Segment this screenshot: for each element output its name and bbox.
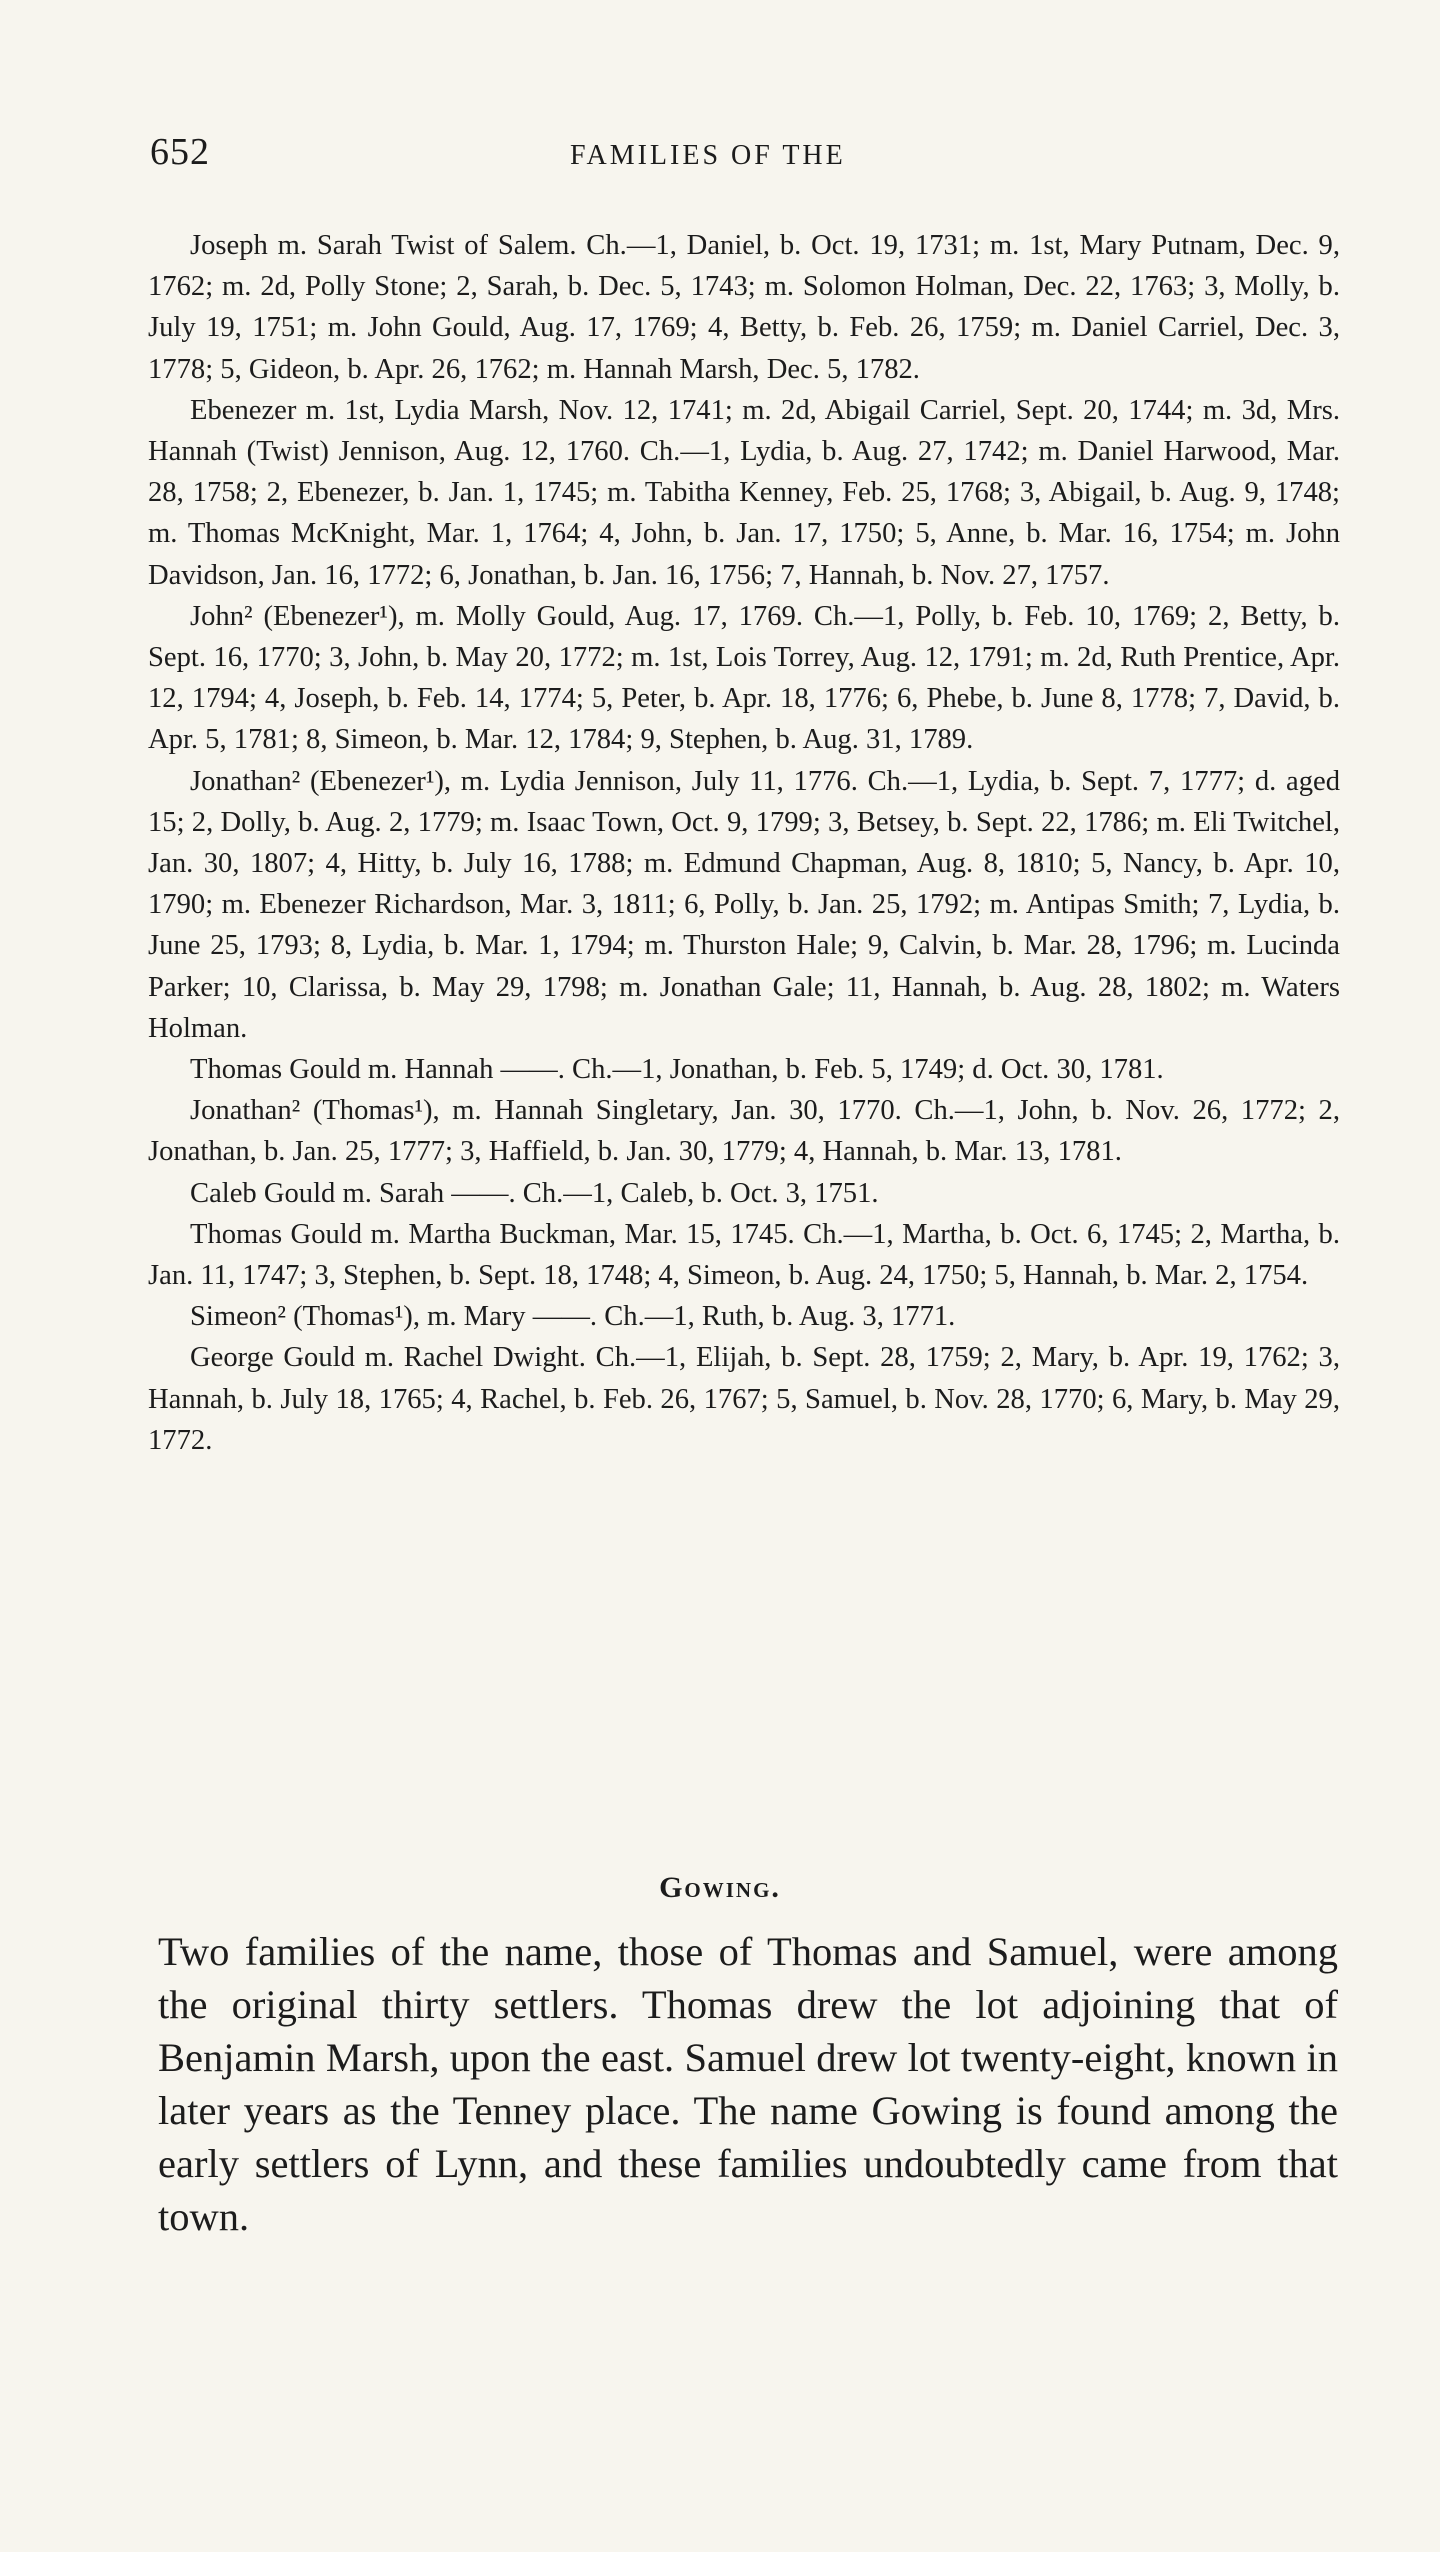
family-entry-simeon: Simeon² (Thomas¹), m. Mary ——. Ch.—1, Ruth, b. Aug. 3, 1771.: [190, 1301, 956, 1333]
family-entry-george-gould: George Gould m. Rachel Dwight. Ch.—1, Elijah, b. Sept. 28, 1759; 2, Mary, b. Apr. 19, 1762; 3, Hannah, b. July 18, 1765; 4, Rachel, b. Feb. 26, 1767; 5, Samuel, b. Nov. 28, 1770; 6, Mary, b. May 29, 1772.: [148, 1342, 1340, 1456]
running-head: FAMILIES OF THE: [570, 140, 846, 171]
page-number: 652: [150, 131, 210, 173]
page-header: [150, 130, 1335, 180]
family-entry-caleb-gould: Caleb Gould m. Sarah ——. Ch.—1, Caleb, b. Oct. 3, 1751.: [190, 1177, 879, 1209]
family-entry-joseph: Joseph m. Sarah Twist of Salem. Ch.—1, Daniel, b. Oct. 19, 1731; m. 1st, Mary Putnam, Dec. 9, 1762; m. 2d, Polly Stone; 2, Sarah, b. Dec. 5, 1743; m. Solomon Holman, Dec. 22, 1763; 3, Molly, b. July 19, 1751; m. John Gould, Aug. 17, 1769; 4, Betty, b. Feb. 26, 1759; m. Daniel Carriel, Dec. 3, 1778; 5, Gideon, b. Apr. 26, 1762; m. Hannah Marsh, Dec. 5, 1782.: [148, 230, 1340, 385]
section-body: Two families of the name, those of Thomas and Samuel, were among the original thirty settlers. Thomas drew the lot adjoining that of Benjamin Marsh, upon the east. Samuel drew lot twenty-eight, known in later years as the Tenney place. The name Gowing is found among the early settlers of Lynn, and these families undoubtedly came from that town.: [158, 1929, 1338, 2239]
family-entry-ebenezer: Ebenezer m. 1st, Lydia Marsh, Nov. 12, 1741; m. 2d, Abigail Carriel, Sept. 20, 1744; m. 3d, Mrs. Hannah (Twist) Jennison, Aug. 12, 1760. Ch.—1, Lydia, b. Aug. 27, 1742; m. Daniel Harwood, Mar. 28, 1758; 2, Ebenezer, b. Jan. 1, 1745; m. Tabitha Kenney, Feb. 25, 1768; 3, Abigail, b. Aug. 9, 1748; m. Thomas McKnight, Mar. 1, 1764; 4, John, b. Jan. 17, 1750; 5, Anne, b. Mar. 16, 1754; m. John Davidson, Jan. 16, 1772; 6, Jonathan, b. Jan. 16, 1756; 7, Hannah, b. Nov. 27, 1757.: [148, 394, 1340, 591]
family-entry-jonathan-ebenezer: Jonathan² (Ebenezer¹), m. Lydia Jennison, July 11, 1776. Ch.—1, Lydia, b. Sept. 7, 1777; d. aged 15; 2, Dolly, b. Aug. 2, 1779; m. Isaac Town, Oct. 9, 1799; 3, Betsey, b. Sept. 22, 1786; m. Eli Twitchel, Jan. 30, 1807; 4, Hitty, b. July 16, 1788; m. Edmund Chapman, Aug. 8, 1810; 5, Nancy, b. Apr. 10, 1790; m. Ebenezer Richardson, Mar. 3, 1811; 6, Polly, b. Jan. 25, 1792; m. Antipas Smith; 7, Lydia, b. June 25, 1793; 8, Lydia, b. Mar. 1, 1794; m. Thurston Hale; 9, Calvin, b. Mar. 28, 1796; m. Lucinda Parker; 10, Clarissa, b. May 29, 1798; m. Jonathan Gale; 11, Hannah, b. Aug. 28, 1802; m. Waters Holman.: [148, 765, 1340, 1044]
family-entry-jonathan-thomas: Jonathan² (Thomas¹), m. Hannah Singletary, Jan. 30, 1770. Ch.—1, John, b. Nov. 26, 1772; 2, Jonathan, b. Jan. 25, 1777; 3, Haffield, b. Jan. 30, 1779; 4, Hannah, b. Mar. 13, 1781.: [148, 1095, 1340, 1168]
section-title: Gowing.: [659, 1871, 781, 1904]
family-entry-thomas-gould-martha: Thomas Gould m. Martha Buckman, Mar. 15, 1745. Ch.—1, Martha, b. Oct. 6, 1745; 2, Martha, b. Jan. 11, 1747; 3, Stephen, b. Sept. 18, 1748; 4, Simeon, b. Aug. 24, 1750; 5, Hannah, b. Mar. 2, 1754.: [148, 1218, 1340, 1292]
family-entry-john: John² (Ebenezer¹), m. Molly Gould, Aug. 17, 1769. Ch.—1, Polly, b. Feb. 10, 1769; 2, Betty, b. Sept. 16, 1770; 3, John, b. May 20, 1772; m. 1st, Lois Torrey, Aug. 12, 1791; m. 2d, Ruth Prentice, Apr. 12, 1794; 4, Joseph, b. Feb. 14, 1774; 5, Peter, b. Apr. 18, 1776; 6, Phebe, b. June 8, 1778; 7, David, b. Apr. 5, 1781; 8, Simeon, b. Mar. 12, 1784; 9, Stephen, b. Aug. 31, 1789.: [148, 600, 1340, 756]
family-entry-thomas-gould-hannah: Thomas Gould m. Hannah ——. Ch.—1, Jonathan, b. Feb. 5, 1749; d. Oct. 30, 1781.: [190, 1054, 1164, 1086]
genealogy-entries: [148, 225, 1340, 1461]
